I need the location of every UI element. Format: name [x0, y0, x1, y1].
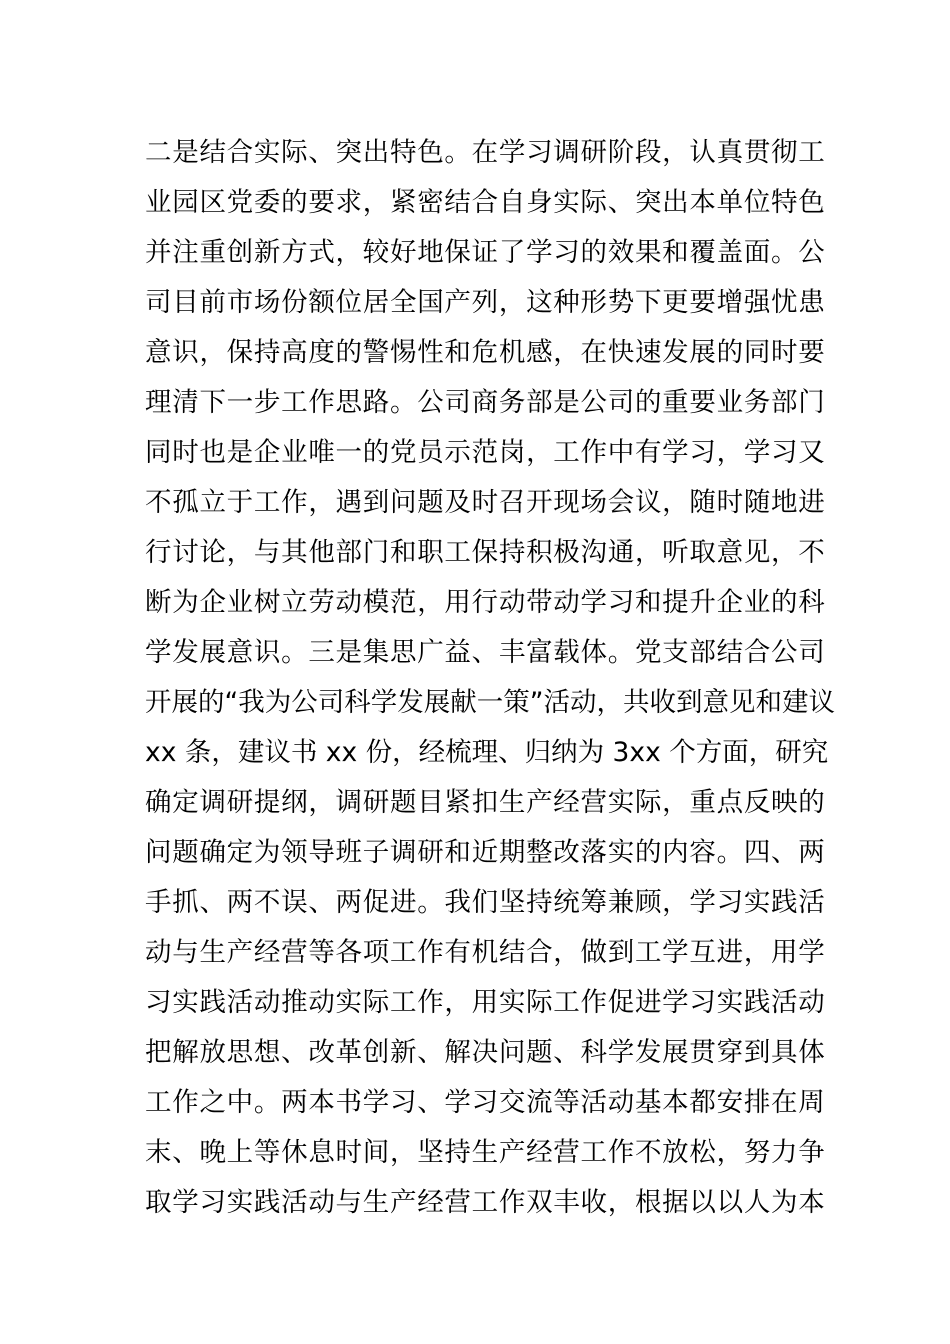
text-line-2: 业 园 区 党 委 的 要 求 ， 紧 密 结 合 自 身 实 际 、 突 出 本 单 位 特 色: [145, 187, 825, 218]
text-line-13: x x 条 ， 建 议 书 x x 份 ， 经 梳 理 、 归 纳 为 3 x x 个 方 面 ， 研 究: [145, 737, 829, 768]
text-line-7: 同 时 也 是 企 业 唯 一 的 党 员 示 范 岗 ， 工 作 中 有 学 习 ， 学 习 又: [145, 437, 825, 468]
text-line-10: 断 为 企 业 树 立 劳 动 模 范 ， 用 行 动 带 动 学 习 和 提 升 企 业 的 科: [145, 587, 825, 618]
text-line-14: 确 定 调 研 提 纲 ， 调 研 题 目 紧 扣 生 产 经 营 实 际 ， 重 点 反 映 的: [145, 787, 825, 818]
text-line-22: 取 学 习 实 践 活 动 与 生 产 经 营 工 作 双 丰 收 ， 根 据 以 以 人 为 本: [145, 1187, 825, 1218]
text-line-21: 末 、 晚 上 等 休 息 时 间 ， 坚 持 生 产 经 营 工 作 不 放 松 ， 努 力 争: [145, 1137, 825, 1168]
text-line-8: 不 孤 立 于 工 作 ， 遇 到 问 题 及 时 召 开 现 场 会 议 ， 随 时 随 地 进: [145, 487, 825, 518]
text-line-18: 习 实 践 活 动 推 动 实 际 工 作 ， 用 实 际 工 作 促 进 学 习 实 践 活 动: [145, 987, 825, 1018]
text-line-1: 二 是 结 合 实 际 、 突 出 特 色 。 在 学 习 调 研 阶 段 ， 认 真 贯 彻 工: [145, 137, 825, 168]
text-line-19: 把 解 放 思 想 、 改 革 创 新 、 解 决 问 题 、 科 学 发 展 贯 穿 到 具 体: [145, 1037, 825, 1068]
text-line-9: 行 讨 论 ， 与 其 他 部 门 和 职 工 保 持 积 极 沟 通 ， 听 取 意 见 ， 不: [145, 537, 825, 568]
text-line-16: 手 抓 、 两 不 误 、 两 促 进 。 我 们 坚 持 统 筹 兼 顾 ， 学 习 实 践 活: [145, 887, 825, 918]
text-line-3: 并 注 重 创 新 方 式 ， 较 好 地 保 证 了 学 习 的 效 果 和 覆 盖 面 。 公: [145, 237, 825, 268]
text-line-4: 司 目 前 市 场 份 额 位 居 全 国 产 列 ， 这 种 形 势 下 更 要 增 强 忧 患: [145, 287, 825, 318]
text-line-15: 问 题 确 定 为 领 导 班 子 调 研 和 近 期 整 改 落 实 的 内 容 。 四 、 两: [145, 837, 825, 868]
text-line-20: 工 作 之 中 。 两 本 书 学 习 、 学 习 交 流 等 活 动 基 本 都 安 排 在 周: [145, 1087, 825, 1118]
text-line-6: 理 清 下 一 步 工 作 思 路 。 公 司 商 务 部 是 公 司 的 重 要 业 务 部 门: [145, 387, 825, 418]
body-paragraph: [145, 128, 835, 1228]
text-line-11: 学 发 展 意 识 。 三 是 集 思 广 益 、 丰 富 载 体 。 党 支 部 结 合 公 司: [145, 637, 825, 668]
text-line-5: 意 识 ， 保 持 高 度 的 警 惕 性 和 危 机 感 ， 在 快 速 发 展 的 同 时 要: [145, 337, 825, 368]
text-line-17: 动 与 生 产 经 营 等 各 项 工 作 有 机 结 合 ， 做 到 工 学 互 进 ， 用 学: [145, 937, 825, 968]
text-line-12: 开 展 的 “ 我 为 公 司 科 学 发 展 献 一 策 ” 活 动 ， 共 收 到 意 见 和 建 议: [145, 687, 835, 718]
